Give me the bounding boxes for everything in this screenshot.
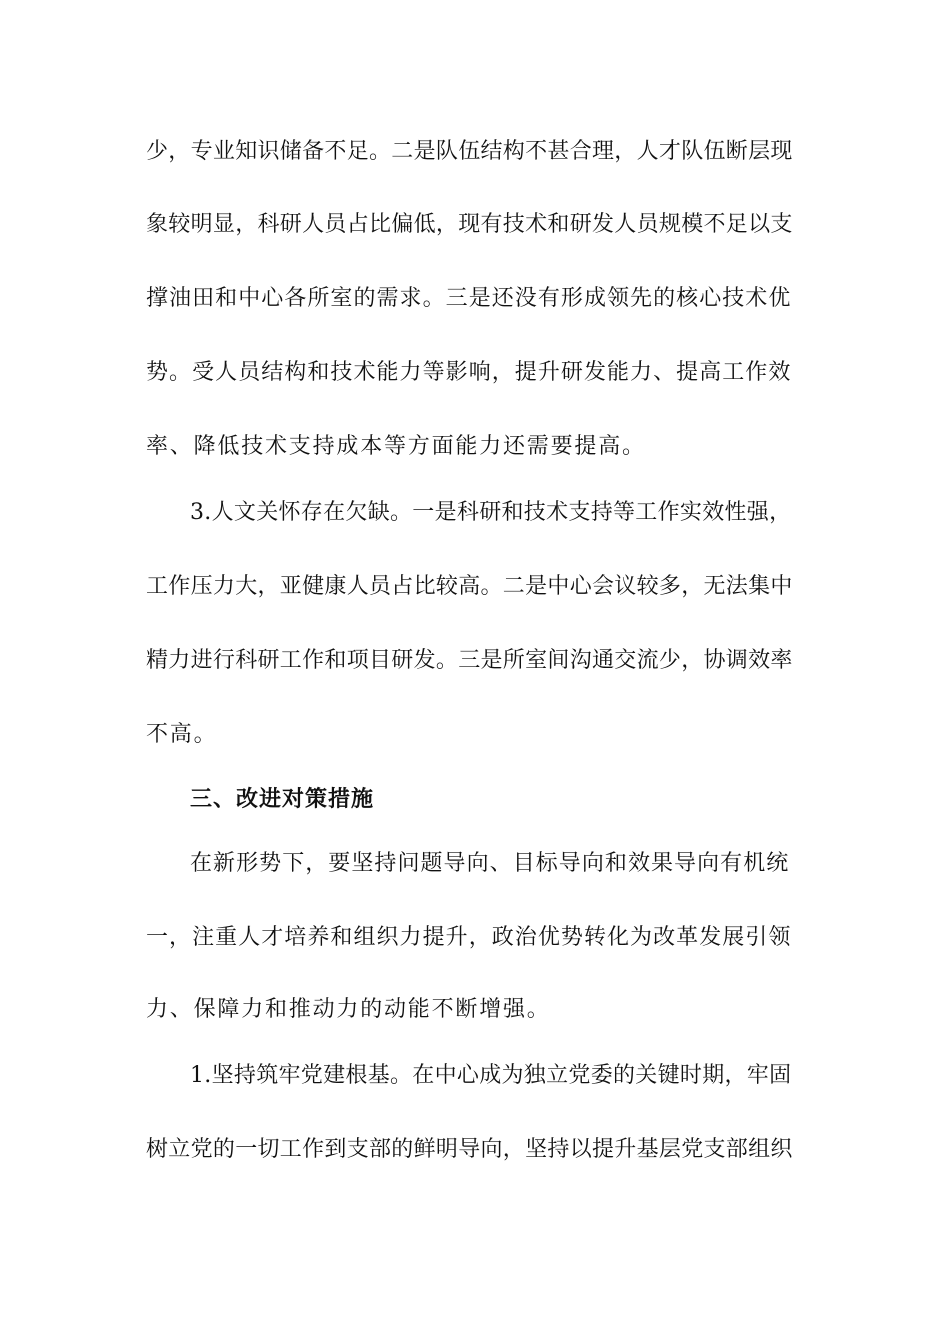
body-text-line: 树立党的一切工作到支部的鲜明导向，坚持以提升基层党支部组织 (146, 1137, 793, 1162)
body-text-line: 一，注重人才培养和组织力提升，政治优势转化为改革发展引领 (146, 925, 792, 950)
body-text-line: 少，专业知识储备不足。二是队伍结构不甚合理，人才队伍断层现 (146, 139, 793, 164)
body-text-line: 工作压力大，亚健康人员占比较高。二是中心会议较多，无法集中 (146, 574, 793, 599)
body-text-line: 精力进行科研工作和项目研发。三是所室间沟通交流少，协调效率 (146, 648, 793, 673)
body-text-line: 力、保障力和推动力的动能不断增强。 (146, 997, 551, 1022)
body-text-line: 率、降低技术支持成本等方面能力还需要提高。 (146, 434, 646, 459)
body-text-line: 撑油田和中心各所室的需求。三是还没有形成领先的核心技术优 (146, 286, 792, 311)
body-text-line: 象较明显，科研人员占比偏低，现有技术和研发人员规模不足以支 (146, 212, 793, 237)
paragraph-start-line: 3.人文关怀存在欠缺。一是科研和技术支持等工作实效性强， (190, 500, 792, 525)
body-text-line: 势。受人员结构和技术能力等影响，提升研发能力、提高工作效 (146, 360, 792, 385)
body-text-line: 不高。 (146, 722, 218, 747)
paragraph-start-line: 1.坚持筑牢党建根基。在中心成为独立党委的关键时期，牢固 (190, 1063, 792, 1088)
paragraph-start-line: 在新形势下，要坚持问题导向、目标导向和效果导向有机统 (190, 851, 790, 876)
section-heading: 三、改进对策措施 (190, 787, 375, 812)
